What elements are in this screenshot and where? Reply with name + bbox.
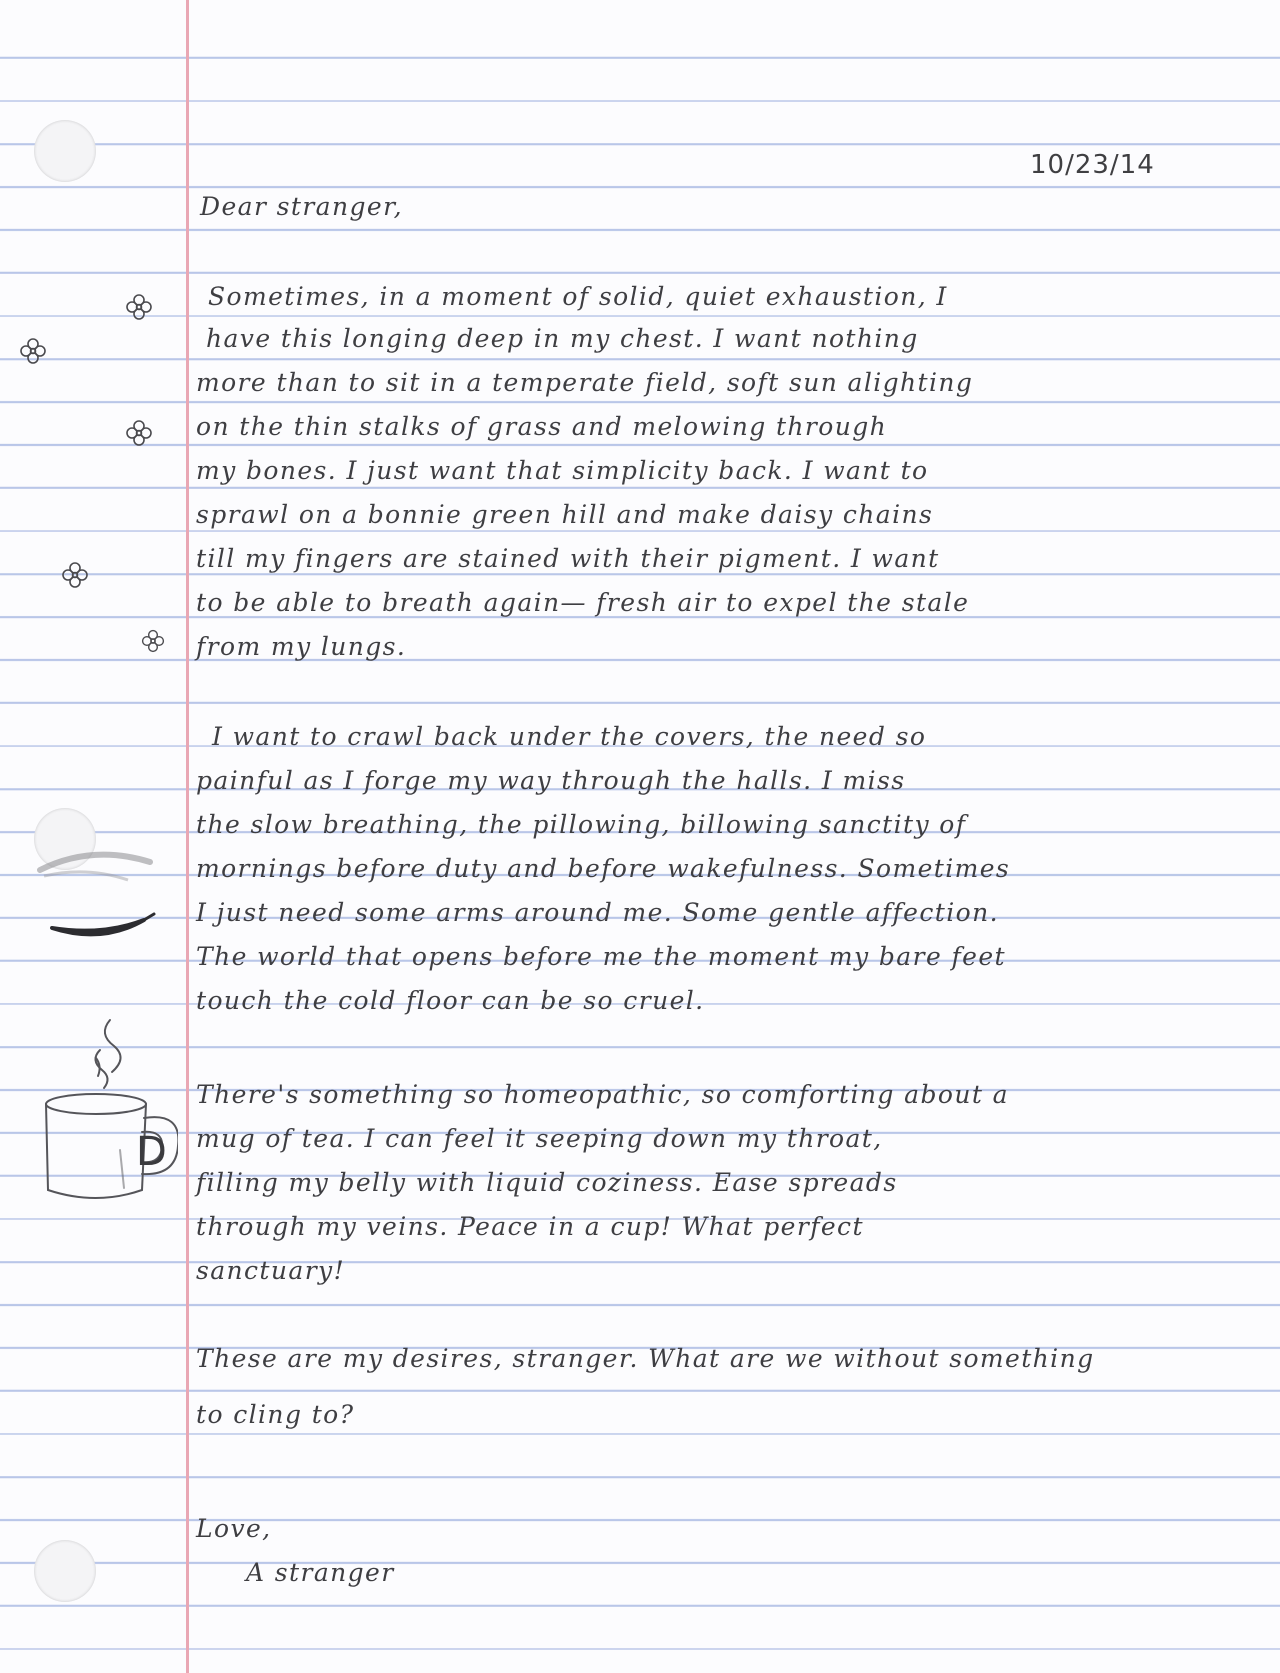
flower-icon — [124, 418, 154, 448]
flower-icon — [140, 628, 166, 654]
text-line: my bones. I just want that simplicity back. I want to — [196, 456, 929, 485]
text-line: the slow breathing, the pillowing, billowing sanctity of — [196, 810, 967, 839]
punch-hole-bottom — [34, 1540, 96, 1602]
text-line: The world that opens before me the moment my bare feet — [196, 942, 1006, 971]
text-line: painful as I forge my way through the halls. I miss — [196, 766, 906, 795]
text-line: till my fingers are stained with their pigment. I want — [196, 544, 940, 573]
text-line: These are my desires, stranger. What are we without something — [196, 1344, 1095, 1373]
text-line: from my lungs. — [196, 632, 407, 661]
flower-icon — [124, 292, 154, 322]
text-line: through my veins. Peace in a cup! What perfect — [196, 1212, 864, 1241]
text-line: more than to sit in a temperate field, soft sun alighting — [196, 368, 974, 397]
text-line: filling my belly with liquid coziness. Ease spreads — [196, 1168, 898, 1197]
text-line: sprawl on a bonnie green hill and make daisy chains — [196, 500, 934, 529]
letter-date: 10/23/14 — [1030, 150, 1155, 180]
closing: Love, — [196, 1514, 272, 1543]
text-line: I want to crawl back under the covers, the need so — [212, 722, 927, 751]
text-line: have this longing deep in my chest. I want nothing — [206, 324, 919, 353]
text-line: mug of tea. I can feel it seeping down my throat, — [196, 1124, 883, 1153]
text-line: I just need some arms around me. Some gentle affection. — [196, 898, 999, 927]
salutation: Dear stranger, — [200, 192, 404, 221]
text-line: to cling to? — [196, 1400, 355, 1429]
text-line: on the thin stalks of grass and melowing through — [196, 412, 888, 441]
text-line: Sometimes, in a moment of solid, quiet exhaustion, I — [208, 282, 948, 311]
margin-line — [186, 0, 189, 1673]
text-line: There's something so homeopathic, so comforting about a — [196, 1080, 1009, 1109]
text-line: touch the cold floor can be so cruel. — [196, 986, 705, 1015]
signature: A stranger — [246, 1558, 395, 1587]
text-line: mornings before duty and before wakefulness. Sometimes — [196, 854, 1011, 883]
mug-letter: D — [136, 1129, 167, 1175]
text-line: to be able to breath again— fresh air to expel the stale — [196, 588, 970, 617]
flower-icon — [18, 336, 48, 366]
text-line: sanctuary! — [196, 1256, 346, 1285]
tea-mug-icon — [18, 1000, 178, 1210]
flower-icon — [60, 560, 90, 590]
closed-eye-icon — [32, 840, 162, 950]
punch-hole-top — [34, 120, 96, 182]
